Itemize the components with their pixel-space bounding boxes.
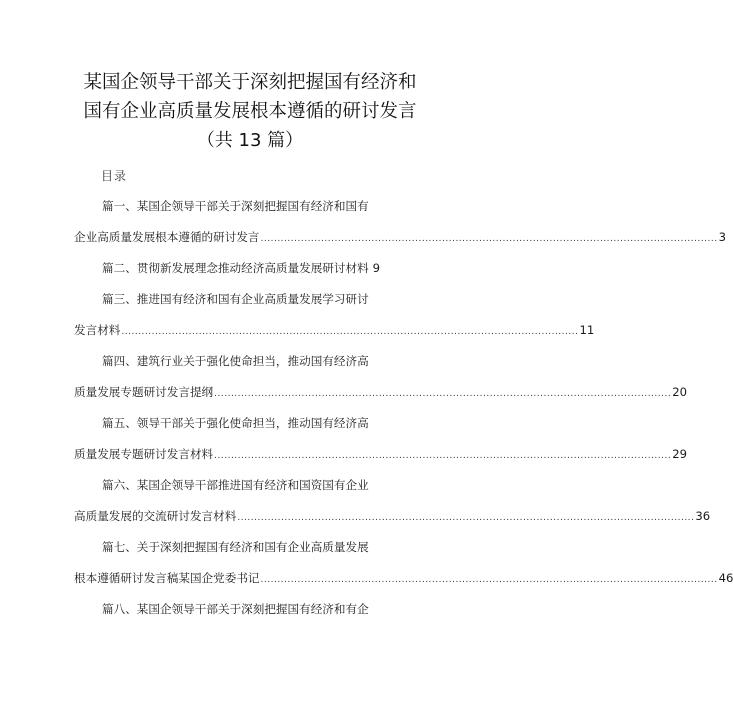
toc-entry-3-line-2[interactable] (74, 322, 595, 340)
toc-entry-7-line-1[interactable]: 篇七、关于深刻把握国有经济和国有企业高质量发展 (102, 540, 369, 554)
toc-entry-3-title-cont: 发言材料 (74, 323, 121, 337)
toc-entry-7-title-cont: 根本遵循研讨发言稿某国企党委书记 (74, 571, 260, 585)
document-title (0, 68, 500, 155)
toc-entry-6-line-1[interactable]: 篇六、某国企领导干部推进国有经济和国资国有企业 (102, 478, 369, 492)
toc-entry-6-leader: ........................................................................................................................................ (237, 513, 695, 523)
toc-entry-6-page: 36 (695, 509, 711, 523)
toc-entry-5-line-1[interactable]: 篇五、领导干部关于强化使命担当，推动国有经济高 (102, 416, 369, 430)
toc-entry-7-line-2[interactable] (74, 570, 733, 588)
toc-entry-2[interactable] (102, 260, 414, 276)
toc-entry-7-leader: ........................................................................................................................................ (260, 575, 718, 585)
toc-entry-6-line-2[interactable] (74, 508, 711, 526)
toc-entry-2-title: 篇二、贯彻新发展理念推动经济高质量发展研讨材料 (102, 261, 369, 275)
title-line-2: 国有企业高质量发展根本遵循的研讨发言 (83, 101, 417, 122)
toc-entry-7-page: 46 (718, 571, 733, 585)
toc-entry-1-line-1[interactable]: 篇一、某国企领导干部关于深刻把握国有经济和国有 (102, 199, 369, 213)
toc-heading: 目录 (101, 169, 128, 183)
toc-entry-4-title-cont: 质量发展专题研讨发言提纲 (74, 385, 214, 399)
toc-entry-3-line-1[interactable]: 篇三、推进国有经济和国有企业高质量发展学习研讨 (102, 292, 369, 306)
toc-entry-4-page: 20 (672, 385, 687, 399)
toc-entry-8-line-1[interactable]: 篇八、某国企领导干部关于深刻把握国有经济和有企 (102, 602, 369, 616)
toc-entry-5-leader: ........................................................................................................................................ (214, 451, 672, 461)
toc-entry-3-leader: ........................................................................................................................................ (121, 327, 579, 337)
toc-entry-5-title-cont: 质量发展专题研讨发言材料 (74, 447, 214, 461)
toc-entry-5-page: 29 (672, 447, 687, 461)
toc-entry-1-leader: ........................................................................................................................................ (260, 234, 718, 244)
toc-entry-3-page: 11 (579, 323, 595, 337)
toc-entry-5-line-2[interactable] (74, 446, 687, 464)
toc-entry-1-page: 3 (718, 230, 726, 244)
title-line-1: 某国企领导干部关于深刻把握国有经济和 (83, 72, 417, 93)
toc-entry-1-line-2[interactable] (74, 229, 726, 247)
toc-entry-4-leader: ........................................................................................................................................ (214, 389, 672, 399)
toc-entry-1-title-cont: 企业高质量发展根本遵循的研讨发言 (74, 230, 260, 244)
toc-entry-4-line-2[interactable] (74, 384, 687, 402)
toc-entry-2-page: 9 (372, 261, 381, 275)
toc-entry-6-title-cont: 高质量发展的交流研讨发言材料 (74, 509, 237, 523)
toc-entry-4-line-1[interactable]: 篇四、建筑行业关于强化使命担当，推动国有经济高 (102, 354, 369, 368)
title-article-count: （共 13 篇） (196, 130, 304, 151)
